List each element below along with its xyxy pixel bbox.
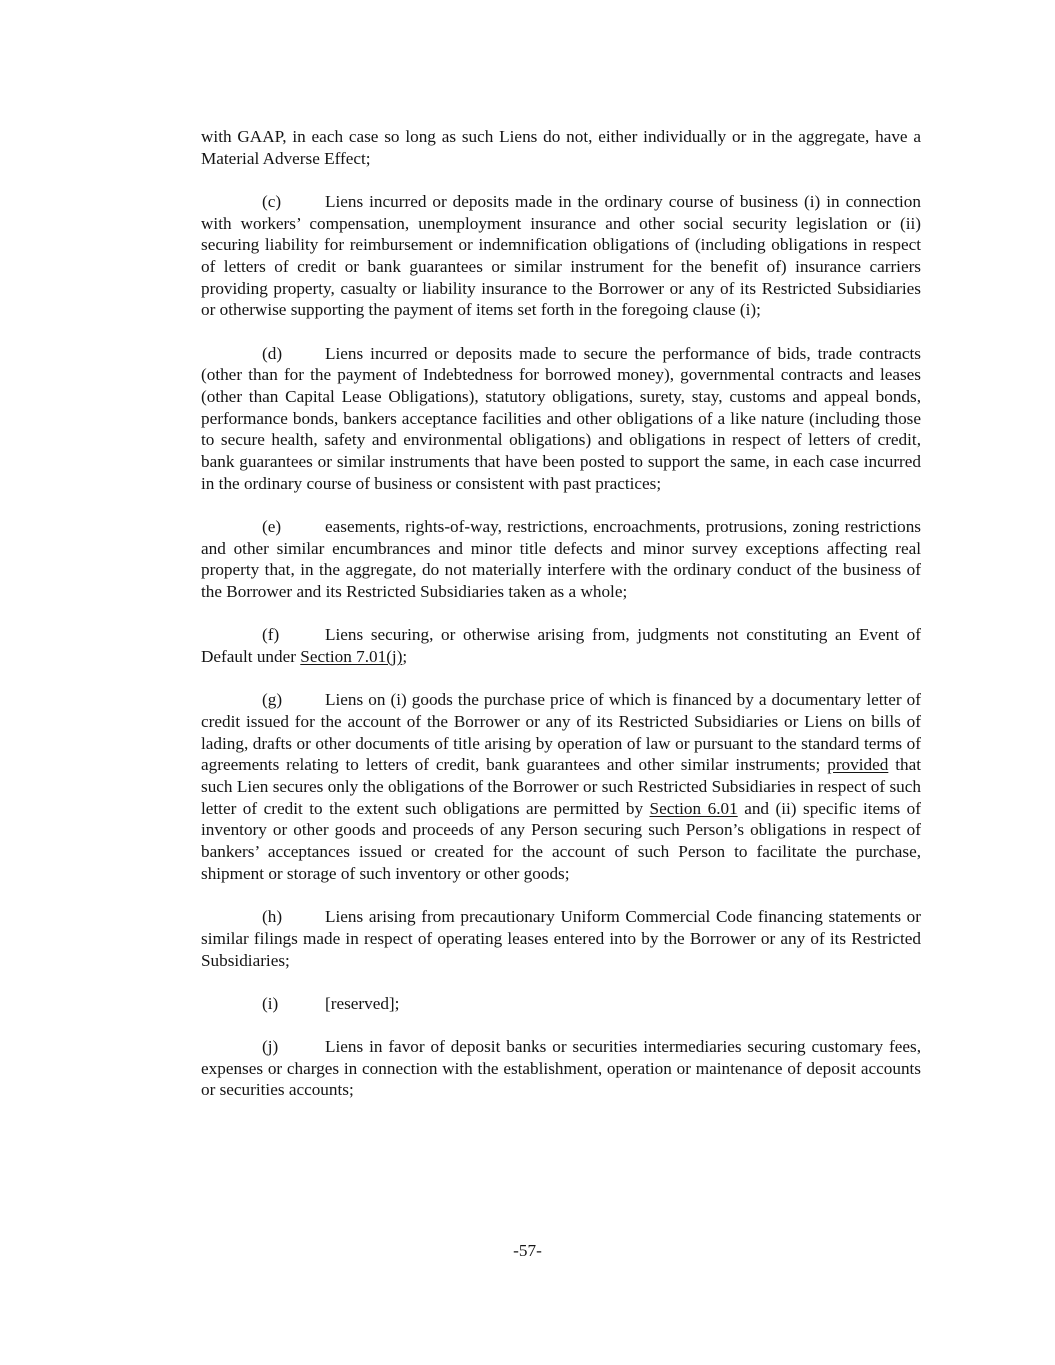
clause-e-text: easements, rights-of-way, restrictions, encroachments, protrusions, zoning restrictions and other similar encumbrances and minor title defects and minor survey exceptions affecting real property that, in the aggregate, do not materially interfere with the ordinary conduct of the business of the Borrower and its Restricted Subsidiaries taken as a whole; xyxy=(201,517,921,602)
clause-g-text-2: that such Lien secures only the obligations of the Borrower or such Restricted Subsidiaries in respect of such letter of credit to the extent such obligations are permitted by xyxy=(201,755,921,818)
clause-h xyxy=(201,906,921,971)
clause-g xyxy=(201,689,921,884)
clause-i-text: [reserved]; xyxy=(325,993,400,1013)
clause-f-text: Liens securing, or otherwise arising from, judgments not constituting an Event of Default under xyxy=(201,625,921,667)
page-number: -57- xyxy=(513,1241,542,1260)
clause-f-label: (f) xyxy=(262,625,280,645)
clause-j-label: (j) xyxy=(262,1036,279,1056)
clause-h-label: (h) xyxy=(262,907,283,927)
clause-c xyxy=(201,191,921,321)
clause-i-label: (i) xyxy=(262,993,279,1013)
clause-g-label: (g) xyxy=(262,690,283,710)
clause-f-text-end: ; xyxy=(402,647,408,667)
clause-c-label: (c) xyxy=(262,191,282,211)
clause-e xyxy=(201,516,921,603)
clause-g-text-1: Liens on (i) goods the purchase price of which is financed by a documentary letter of credit issued for the account of the Borrower or any of its Restricted Subsidiaries or Liens on bills of lading, drafts or other documents of title arising by operation of law or pursuant to the standard terms of agreements relating to letters of credit, bank guarantees and other similar instruments; xyxy=(201,690,921,775)
clause-i xyxy=(201,993,921,1015)
clause-d-label: (d) xyxy=(262,343,283,363)
provided-term: provided xyxy=(827,755,889,775)
intro-paragraph: with GAAP, in each case so long as such Liens do not, either individually or in the aggregate, have a Material Adverse Effect; xyxy=(201,127,921,168)
section-7-01-j-reference: Section 7.01(j) xyxy=(300,647,403,667)
clause-j xyxy=(201,1036,921,1101)
section-6-01-reference: Section 6.01 xyxy=(649,798,738,818)
clause-f xyxy=(201,624,921,667)
clause-d-text: Liens incurred or deposits made to secure the performance of bids, trade contracts (other than for the payment of Indebtedness for borrowed money), governmental contracts and leases (other than Capital Lease Obligations), statutory obligations, surety, stay, customs and appeal bonds, performance bonds, bankers acceptance facilities and other obligations of a like nature (including those to secure health, safety and environmental obligations) and obligations in respect of letters of credit, bank guarantees or similar instruments that have been posted to support the same, in each case incurred in the ordinary course of business or consistent with past practices; xyxy=(201,343,921,493)
clause-j-text: Liens in favor of deposit banks or securities intermediaries securing customary fees, expenses or charges in connection with the establishment, operation or maintenance of deposit accounts or securities accounts; xyxy=(201,1036,921,1100)
clause-e-label: (e) xyxy=(262,517,282,537)
clause-d xyxy=(201,343,921,495)
clause-c-text: Liens incurred or deposits made in the ordinary course of business (i) in connection with workers’ compensation, unemployment insurance and other social security legislation or (ii) securing liability for reimbursement or indemnification obligations of (including obligations in respect of letters of credit or bank guarantees or similar instrument for the benefit of) insurance carriers providing property, casualty or liability insurance to the Borrower or any of its Restricted Subsidiaries or otherwise supporting the payment of items set forth in the foregoing clause (i); xyxy=(201,191,921,320)
document-body xyxy=(201,126,921,1101)
clause-g-text-3: and (ii) specific items of inventory or other goods and proceeds of any Person securing such Person’s obligations in respect of bankers’ acceptances issued or created for the account of such Person to facilitate the purchase, shipment or storage of such inventory or other goods; xyxy=(201,798,921,883)
clause-h-text: Liens arising from precautionary Uniform Commercial Code financing statements or similar filings made in respect of operating leases entered into by the Borrower or any of its Restricted Subsidiaries; xyxy=(201,907,921,970)
